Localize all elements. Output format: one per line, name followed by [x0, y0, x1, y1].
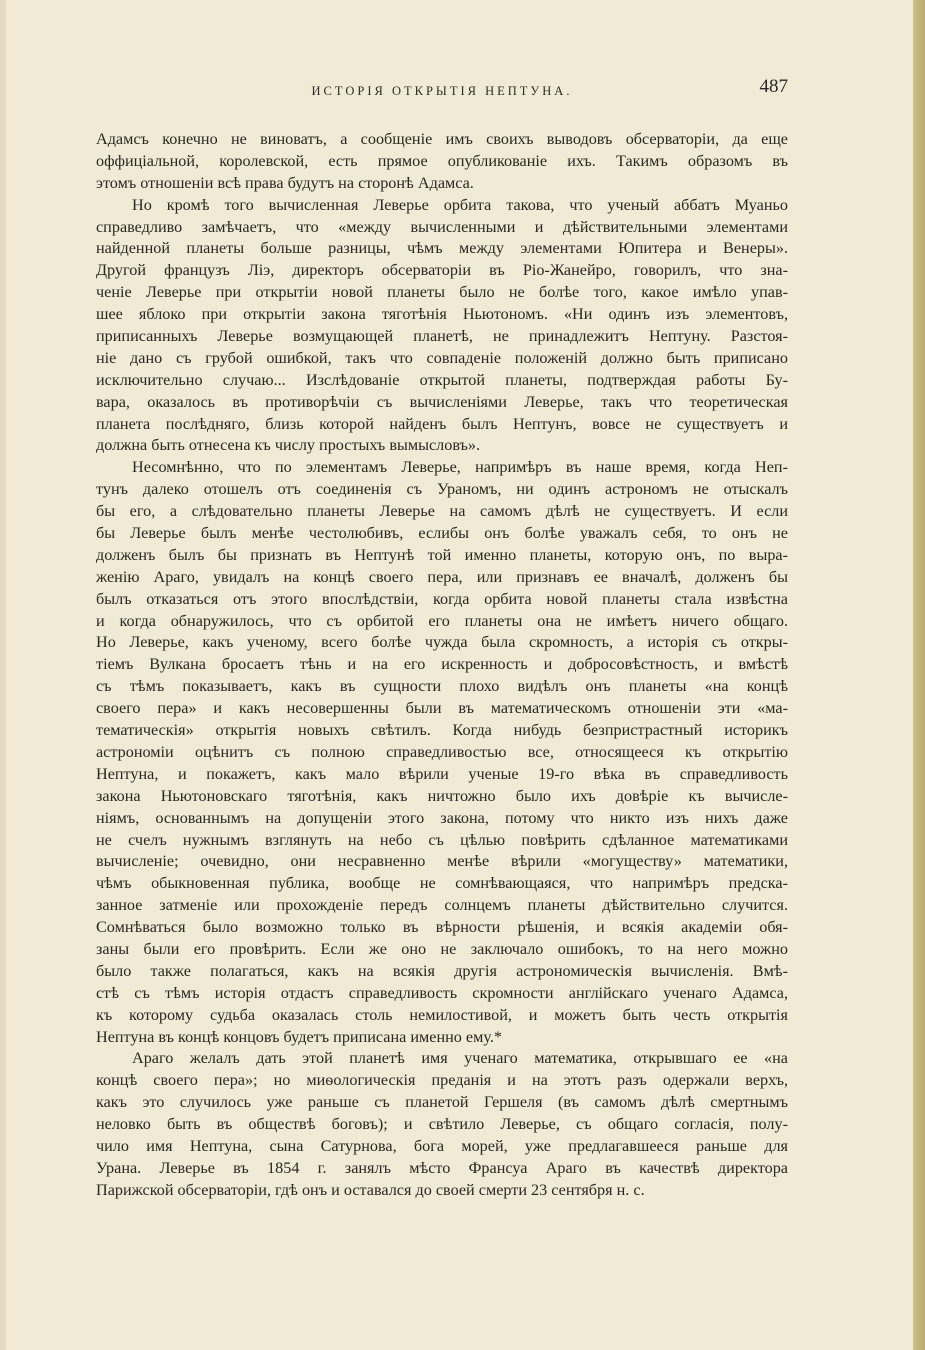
text-line: планета послѣдняго, близь которой найденъ былъ Нептунъ, вовсе не существуетъ и: [96, 414, 788, 433]
text-line: Сомнѣваться было возможно только въ вѣрности рѣшенія, и всякія академіи обя-: [96, 918, 788, 937]
text-line: исключительно случаю... Изслѣдованіе открытой планеты, подтверждая работы Бу-: [96, 370, 788, 389]
text-line: съ тѣмъ показываетъ, какъ въ сущности плохо видѣлъ онъ планеты «на концѣ: [96, 677, 788, 696]
text-line: какъ это случилось уже раньше съ планетой Гершеля (въ самомъ дѣлѣ смертнымъ: [96, 1093, 788, 1112]
text-line: астрономіи оцѣнитъ съ полною справедливостью все, относящееся къ открытію: [96, 742, 788, 761]
text-line: ченіе Леверье при открытіи новой планеты было не болѣе того, какое имѣло упав-: [96, 283, 788, 302]
text-line: концѣ своего пера»; но миѳологическія преданія и на этотъ разъ одержали верхъ,: [96, 1071, 788, 1090]
text-line: заны были его провѣрить. Если же оно не заключало ошибокъ, то на него можно: [96, 939, 788, 958]
page-binding-edge: [913, 0, 925, 1350]
text-line: и когда обнаружилось, что съ орбитой его планеты она не имѣетъ ничего общаго.: [96, 611, 788, 630]
text-line: Араго желалъ дать этой планетѣ имя ученаго математика, открывшаго ее «на: [132, 1049, 788, 1068]
text-line: Адамсъ конечно не виноватъ, а сообщеніе имъ своихъ выводовъ обсерваторіи, да еще: [96, 130, 788, 148]
text-line: тіемъ Вулкана бросаетъ тѣнь и на его искренность и добросовѣстность, и вмѣстѣ: [96, 655, 788, 674]
text-line: Нептуна въ концѣ концовъ будетъ приписана именно ему.*: [96, 1027, 502, 1046]
paragraph: [96, 1048, 788, 1201]
text-line: справедливо замѣчаетъ, что «между вычисленными и дѣйствительными элементами: [96, 217, 788, 236]
text-line: шее яблоко при открытіи закона тяготѣнія Ньютономъ. «Ни одинъ изъ элементовъ,: [96, 305, 788, 324]
text-line: ніе дано съ грубой ошибкой, такъ что совпаденіе положеній должно быть приписано: [96, 348, 788, 367]
running-title: ИСТОРІЯ ОТКРЫТІЯ НЕПТУНА.: [311, 84, 573, 98]
text-line: Нептуна, и покажетъ, какъ мало вѣрили ученые 19-го вѣка въ справедливость: [96, 764, 788, 783]
text-line: былъ отказаться отъ этого впослѣдствіи, когда орбита новой планеты стала извѣстна: [96, 589, 788, 608]
text-line: найденной планеты больше разницы, чѣмъ между элементами Юпитера и Венеры».: [96, 239, 788, 258]
body-text: [96, 129, 788, 1202]
text-line: вычисленіе; очевидно, они несравненно менѣе вѣрили «могуществу» математики,: [96, 852, 788, 871]
text-line: Но Леверье, какъ ученому, всего болѣе чужда была скромность, а исторія съ откры-: [96, 633, 788, 652]
text-line: приписанныхъ Леверье возмущающей планетѣ, не принадлежитъ Нептуну. Разстоя-: [96, 327, 788, 346]
text-line: неловко быть въ обществѣ боговъ); и свѣтило Леверье, съ общаго согласія, полу-: [96, 1115, 788, 1134]
text-line: долженъ былъ бы признать въ Нептунѣ той именно планеты, которую онъ, по выра-: [96, 545, 788, 564]
text-line: Несомнѣнно, что по элементамъ Леверье, напримѣръ въ наше время, когда Неп-: [132, 458, 788, 477]
text-line: тунъ далеко отошелъ отъ соединенія съ Ураномъ, ни одинъ астрономъ не отыскалъ: [96, 480, 788, 499]
text-line: стѣ съ тѣмъ исторія отдастъ справедливость скромности англійскаго ученаго Адамса,: [96, 983, 788, 1002]
text-line: къ которому судьба оказалась столь немилостивой, и можетъ быть честь открытія: [96, 1005, 788, 1024]
text-line: оффиціальной, королевской, есть прямое опубликованіе ихъ. Такимъ образомъ въ: [96, 151, 788, 170]
paragraph: [96, 195, 788, 458]
text-line: чѣмъ обыкновенная публика, вообще не сомнѣвающаяся, что напримѣръ предска-: [96, 874, 788, 893]
text-line: закона Ньютоновскаго тяготѣнія, какъ ничтожно было ихъ довѣріе къ вычисле-: [96, 786, 788, 805]
text-line: бы Леверье былъ менѣе честолюбивъ, еслибы онъ болѣе уважалъ себя, то онъ не: [96, 524, 788, 543]
paragraph: [96, 457, 788, 1048]
text-line: Урана. Леверье въ 1854 г. занялъ мѣсто Франсуа Араго въ качествѣ директора: [96, 1158, 788, 1177]
text-line: Другой французъ Ліэ, директоръ обсерваторіи въ Ріо-Жанейро, говорилъ, что зна-: [96, 261, 788, 280]
text-line: этомъ отношеніи всѣ права будутъ на сторонѣ Адамса.: [96, 173, 474, 192]
text-line: занное затменіе или прохожденіе передъ солнцемъ планеты дѣйствительно случится.: [96, 896, 788, 915]
text-line: вара, оказалось въ противорѣчіи съ вычисленіями Леверье, такъ что теоретическая: [96, 392, 788, 411]
text-line: тематическія» открытія новыхъ свѣтилъ. Когда нибудь безпристрастный историкъ: [96, 721, 788, 740]
page-number: 487: [759, 76, 788, 97]
text-line: было также полагаться, какъ на всякія другія астрономическія вычисленія. Вмѣ-: [96, 961, 788, 980]
text-line: ніямъ, основаннымъ на допущеніи этого закона, потому что никто изъ нихъ даже: [96, 808, 788, 827]
page-left-edge: [0, 0, 6, 1350]
text-line: Но кромѣ того вычисленная Леверье орбита такова, что ученый аббатъ Муаньо: [132, 195, 788, 214]
text-line: своего пера» и какъ несовершенны были въ математическомъ отношеніи эти «ма-: [96, 699, 788, 718]
text-line: чило имя Нептуна, сына Сатурнова, бога морей, уже предлагавшееся раньше для: [96, 1136, 788, 1155]
text-line: бы его, а слѣдовательно планеты Леверье на самомъ дѣлѣ не существуетъ. И если: [96, 502, 788, 521]
text-line: не счелъ нужнымъ взглянуть на небо съ цѣлью повѣрить сдѣланное математиками: [96, 830, 788, 849]
page-header: [96, 76, 788, 106]
paragraph: [96, 129, 788, 195]
text-line: женію Араго, увидалъ на концѣ своего пера, или признавъ ее вначалѣ, долженъ бы: [96, 567, 788, 586]
text-line: Парижской обсерваторіи, гдѣ онъ и оставался до своей смерти 23 сентября н. с.: [96, 1180, 645, 1199]
text-line: должна быть отнесена къ числу простыхъ вымысловъ».: [96, 436, 481, 455]
